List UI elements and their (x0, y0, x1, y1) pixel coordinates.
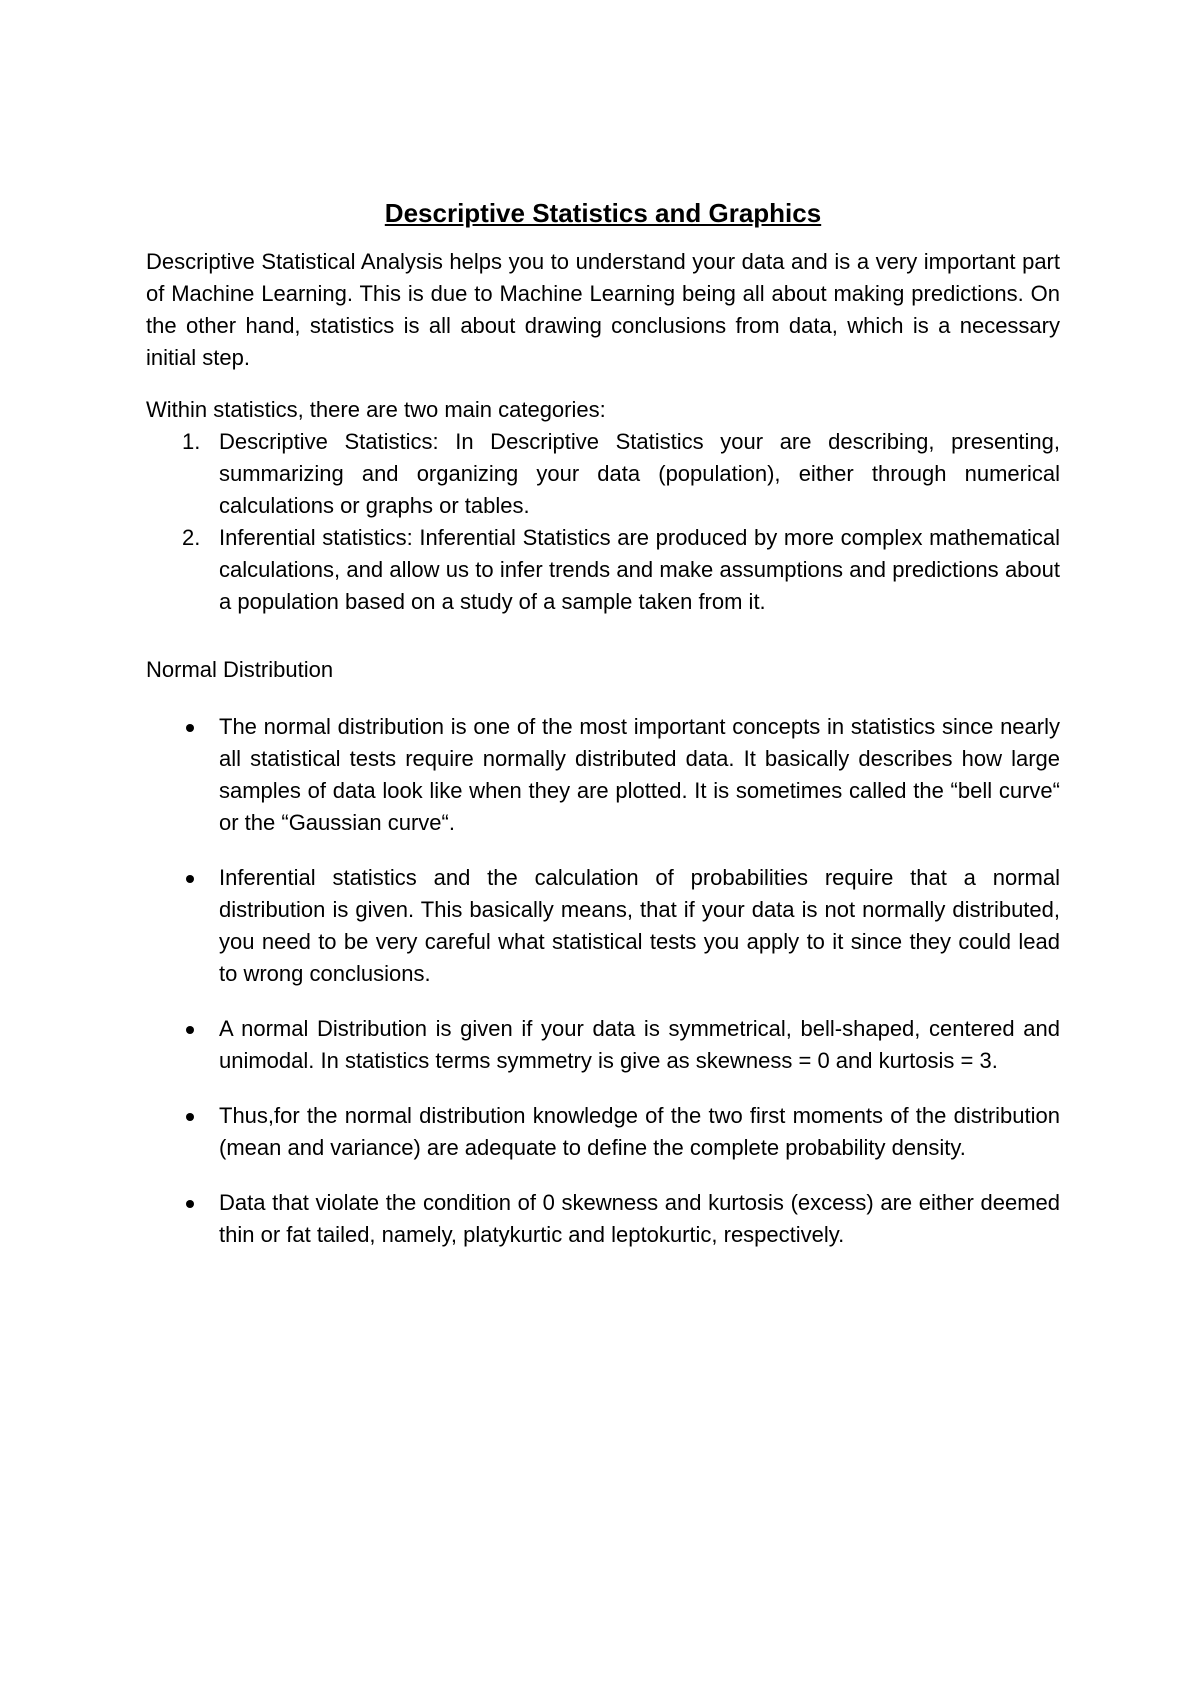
list-item-text: Descriptive Statistics: In Descriptive Statistics your are describing, presenting, summarizing and organizing your data (population), either through numerical calculations or graphs or tables. (219, 429, 1060, 518)
bullet-icon (186, 724, 194, 732)
document-page (146, 196, 1060, 1274)
bullet-icon (186, 1026, 194, 1034)
bullet-icon (186, 1200, 194, 1208)
list-item (146, 862, 1060, 990)
bullet-text: Inferential statistics and the calculation of probabilities require that a normal distribution is given. This basically means, that if your data is not normally distributed, you need to be very careful what statistical tests you apply to it since they could lead to wrong conclusions. (219, 865, 1060, 986)
bullet-list (146, 711, 1060, 1251)
list-item-text: Inferential statistics: Inferential Statistics are produced by more complex mathematical calculations, and allow us to infer trends and make assumptions and predictions about a population based on a study of a sample taken from it. (219, 525, 1060, 614)
intro-paragraph: Descriptive Statistical Analysis helps you to understand your data and is a very important part of Machine Learning. This is due to Machine Learning being all about making predictions. On the other hand, statistics is all about drawing conclusions from data, which is a necessary initial step. (146, 249, 1060, 370)
section-heading: Normal Distribution (146, 657, 334, 682)
categories-intro: Within statistics, there are two main categories: (146, 397, 606, 422)
categories-list (146, 426, 1060, 618)
list-number: 2. (182, 525, 201, 550)
list-item (146, 711, 1060, 839)
list-item (146, 426, 1060, 522)
list-item (146, 1187, 1060, 1251)
list-item (146, 1013, 1060, 1077)
bullet-text: Thus,for the normal distribution knowledge of the two first moments of the distribution (mean and variance) are adequate to define the complete probability density. (219, 1103, 1060, 1160)
bullet-text: A normal Distribution is given if your data is symmetrical, bell-shaped, centered and unimodal. In statistics terms symmetry is give as skewness = 0 and kurtosis = 3. (219, 1016, 1060, 1073)
bullet-text: The normal distribution is one of the most important concepts in statistics since nearly all statistical tests require normally distributed data. It basically describes how large samples of data look like when they are plotted. It is sometimes called the “bell curve“ or the “Gaussian curve“. (219, 714, 1060, 835)
bullet-text: Data that violate the condition of 0 skewness and kurtosis (excess) are either deemed thin or fat tailed, namely, platykurtic and leptokurtic, respectively. (219, 1190, 1060, 1247)
list-item (146, 1100, 1060, 1164)
document-title: Descriptive Statistics and Graphics (384, 198, 822, 228)
list-item (146, 522, 1060, 618)
list-number: 1. (182, 429, 201, 454)
bullet-icon (186, 1113, 194, 1121)
bullet-icon (186, 875, 194, 883)
